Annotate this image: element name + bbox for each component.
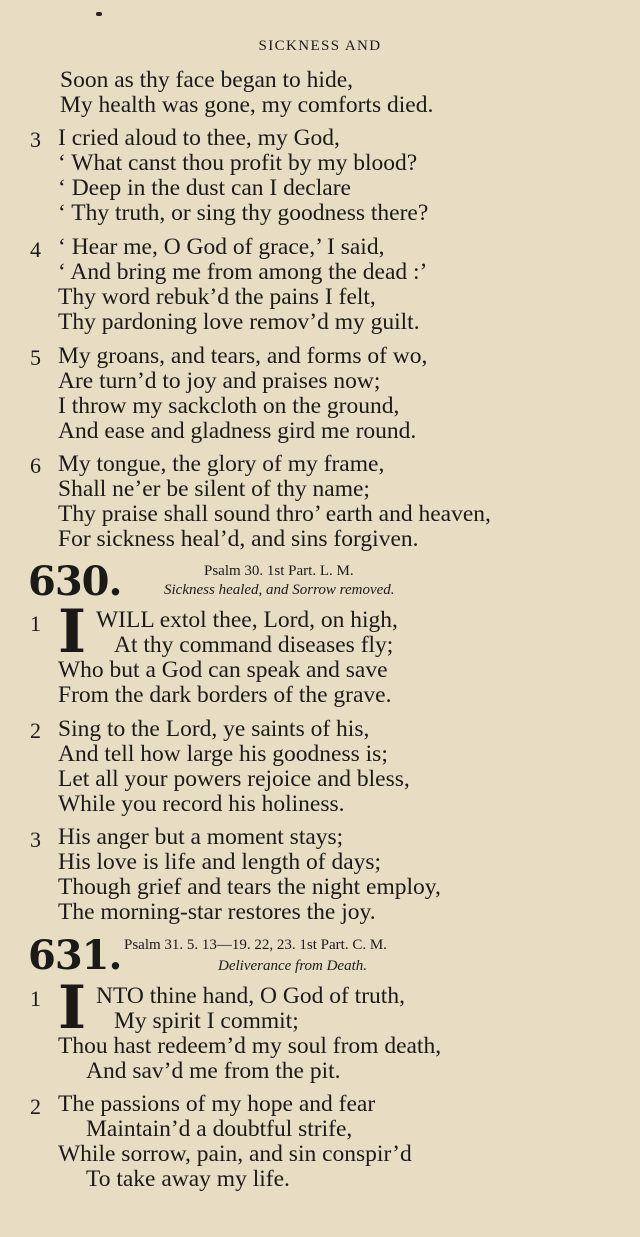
hymn-number: 631. xyxy=(28,932,122,979)
verse-line: His love is life and length of days; xyxy=(58,849,382,875)
verse-line: Shall ne’er be silent of thy name; xyxy=(58,476,370,502)
verse-line: NTO thine hand, O God of truth, xyxy=(96,983,405,1009)
verse-line: ‘ Hear me, O God of grace,’ I said, xyxy=(58,234,385,260)
hymn-subtitle: Deliverance from Death. xyxy=(218,958,367,974)
verse-line: ‘ And bring me from among the dead :’ xyxy=(58,259,428,285)
verse-line: Maintain’d a doubtful strife, xyxy=(86,1116,353,1142)
verse-line: My spirit I commit; xyxy=(114,1008,299,1034)
verse-line: At thy command diseases fly; xyxy=(114,632,394,658)
hymn-meta: Psalm 30. 1st Part. L. M. xyxy=(204,563,354,579)
verse-line: And tell how large his goodness is; xyxy=(58,741,388,767)
verse-line: The morning-star restores the joy. xyxy=(58,899,376,925)
verse-line: Soon as thy face began to hide, xyxy=(60,67,354,93)
verse-line: While you record his holiness. xyxy=(58,791,345,817)
verse-number: 2 xyxy=(30,718,41,743)
verse-line: Thy word rebuk’d the pains I felt, xyxy=(58,284,376,310)
verse-number: 6 xyxy=(30,453,41,478)
hymn-subtitle: Sickness healed, and Sorrow removed. xyxy=(164,582,395,598)
verse-line: I cried aloud to thee, my God, xyxy=(58,125,340,151)
verse-line: ‘ What canst thou profit by my blood? xyxy=(58,150,418,176)
hymn-number: 630. xyxy=(28,558,122,605)
verse-line: Though grief and tears the night employ, xyxy=(58,874,441,900)
verse-line: Who but a God can speak and save xyxy=(58,657,388,683)
verse-line: ‘ Thy truth, or sing thy goodness there? xyxy=(58,200,429,226)
verse-line: The passions of my hope and fear xyxy=(58,1091,376,1117)
verse-line: From the dark borders of the grave. xyxy=(58,682,392,708)
verse-number: 5 xyxy=(30,345,41,370)
hymn-meta: Psalm 31. 5. 13—19. 22, 23. 1st Part. C. M. xyxy=(124,937,387,953)
verse-line: My tongue, the glory of my frame, xyxy=(58,451,385,477)
verse-line: Are turn’d to joy and praises now; xyxy=(58,368,381,394)
drop-cap: I xyxy=(58,973,87,1043)
verse-line: Thou hast redeem’d my soul from death, xyxy=(58,1033,442,1059)
verse-line: Thy pardoning love remov’d my guilt. xyxy=(58,309,420,335)
verse-line: His anger but a moment stays; xyxy=(58,824,344,850)
verse-number: 2 xyxy=(30,1094,41,1119)
verse-line: To take away my life. xyxy=(86,1166,290,1192)
verse-line: And ease and gladness gird me round. xyxy=(58,418,417,444)
verse-number: 1 xyxy=(30,986,41,1011)
ink-speck xyxy=(96,12,102,16)
verse-number: 1 xyxy=(30,611,41,636)
verse-line: My groans, and tears, and forms of wo, xyxy=(58,343,428,369)
verse-number: 3 xyxy=(30,827,41,852)
verse-line: My health was gone, my comforts died. xyxy=(60,92,434,118)
running-head: SICKNESS AND xyxy=(258,38,382,54)
verse-line: ‘ Deep in the dust can I declare xyxy=(58,175,351,201)
verse-line: Let all your powers rejoice and bless, xyxy=(58,766,410,792)
verse-line: And sav’d me from the pit. xyxy=(86,1058,341,1084)
verse-number: 4 xyxy=(30,237,41,262)
verse-line: For sickness heal’d, and sins forgiven. xyxy=(58,526,419,552)
drop-cap: I xyxy=(58,597,87,667)
verse-line: Thy praise shall sound thro’ earth and heaven, xyxy=(58,501,491,527)
verse-number: 3 xyxy=(30,127,41,152)
verse-line: Sing to the Lord, ye saints of his, xyxy=(58,716,370,742)
verse-line: I throw my sackcloth on the ground, xyxy=(58,393,400,419)
verse-line: WILL extol thee, Lord, on high, xyxy=(96,607,398,633)
verse-line: While sorrow, pain, and sin conspir’d xyxy=(58,1141,412,1167)
